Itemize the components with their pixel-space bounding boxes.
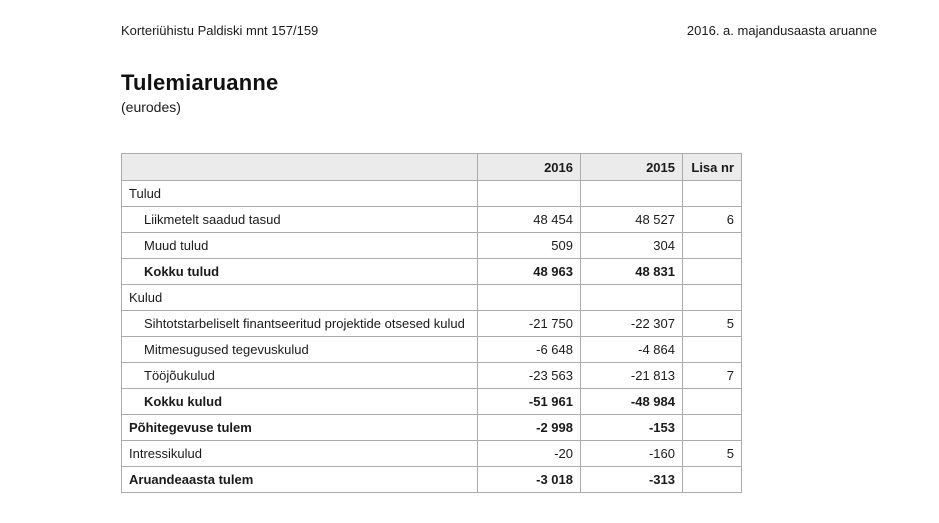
table-body — [122, 181, 742, 493]
row-label: Liikmetelt saadud tasud — [122, 207, 478, 233]
value-lisa-nr: 7 — [683, 363, 742, 389]
table-header-row — [122, 154, 742, 181]
row-label: Intressikulud — [122, 441, 478, 467]
table-row — [122, 311, 742, 337]
value-2015 — [581, 285, 683, 311]
table-row — [122, 441, 742, 467]
value-lisa-nr: 6 — [683, 207, 742, 233]
table-row — [122, 363, 742, 389]
value-lisa-nr — [683, 389, 742, 415]
column-header-label — [122, 154, 478, 181]
table-row — [122, 467, 742, 493]
value-lisa-nr: 5 — [683, 311, 742, 337]
value-2015: -160 — [581, 441, 683, 467]
value-2016: -23 563 — [478, 363, 581, 389]
value-2016: 48 963 — [478, 259, 581, 285]
income-statement-table — [121, 153, 742, 493]
value-2016: -2 998 — [478, 415, 581, 441]
column-header-2015: 2015 — [581, 154, 683, 181]
row-label: Muud tulud — [122, 233, 478, 259]
value-lisa-nr — [683, 259, 742, 285]
value-2016 — [478, 285, 581, 311]
row-label: Kulud — [122, 285, 478, 311]
value-2016: -20 — [478, 441, 581, 467]
value-lisa-nr: 5 — [683, 441, 742, 467]
value-2015: -22 307 — [581, 311, 683, 337]
table-row — [122, 259, 742, 285]
row-label: Põhitegevuse tulem — [122, 415, 478, 441]
value-lisa-nr — [683, 337, 742, 363]
table-row — [122, 415, 742, 441]
table-row — [122, 233, 742, 259]
row-label: Tööjõukulud — [122, 363, 478, 389]
value-lisa-nr — [683, 467, 742, 493]
column-header-2016: 2016 — [478, 154, 581, 181]
value-2015: -4 864 — [581, 337, 683, 363]
value-2015: -48 984 — [581, 389, 683, 415]
value-lisa-nr — [683, 285, 742, 311]
row-label: Sihtotstarbeliselt finantseeritud projektide otsesed kulud — [122, 311, 478, 337]
value-2016 — [478, 181, 581, 207]
value-2015: 48 831 — [581, 259, 683, 285]
value-2016: -51 961 — [478, 389, 581, 415]
value-lisa-nr — [683, 181, 742, 207]
value-2015: -153 — [581, 415, 683, 441]
column-header-lisa-nr: Lisa nr — [683, 154, 742, 181]
value-2015: -313 — [581, 467, 683, 493]
table-row — [122, 285, 742, 311]
value-2015 — [581, 181, 683, 207]
row-label: Mitmesugused tegevuskulud — [122, 337, 478, 363]
value-2015: 304 — [581, 233, 683, 259]
value-lisa-nr — [683, 233, 742, 259]
value-2016: 48 454 — [478, 207, 581, 233]
table-row — [122, 389, 742, 415]
header-report-name: 2016. a. majandusaasta aruanne — [686, 23, 877, 38]
value-2016: 509 — [478, 233, 581, 259]
value-2015: 48 527 — [581, 207, 683, 233]
value-2016: -6 648 — [478, 337, 581, 363]
row-label: Tulud — [122, 181, 478, 207]
value-lisa-nr — [683, 415, 742, 441]
table-row — [122, 337, 742, 363]
row-label: Kokku kulud — [122, 389, 478, 415]
value-2016: -3 018 — [478, 467, 581, 493]
header-organization: Korteriühistu Paldiski mnt 157/159 — [121, 23, 319, 38]
value-2016: -21 750 — [478, 311, 581, 337]
row-label: Aruandeaasta tulem — [122, 467, 478, 493]
value-2015: -21 813 — [581, 363, 683, 389]
table-row — [122, 207, 742, 233]
page-subtitle: (eurodes) — [121, 99, 181, 115]
page-title: Tulemiaruanne — [121, 70, 279, 95]
table-row — [122, 181, 742, 207]
row-label: Kokku tulud — [122, 259, 478, 285]
